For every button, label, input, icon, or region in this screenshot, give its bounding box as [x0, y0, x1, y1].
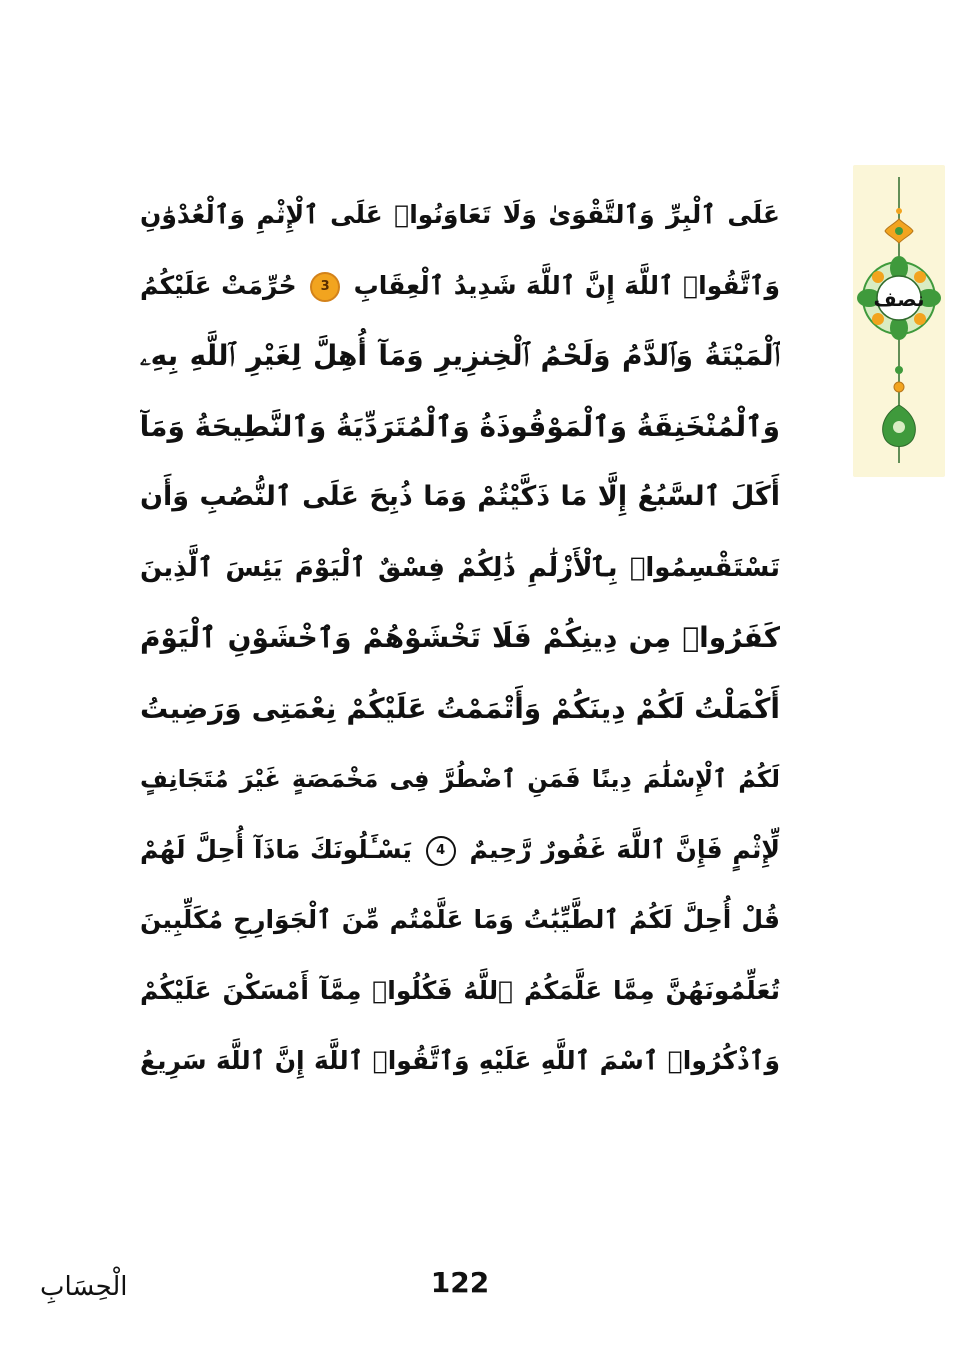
- text-line: [140, 321, 780, 392]
- text-line: [140, 392, 780, 463]
- text-line: [140, 1026, 780, 1097]
- line-text: تُعَلِّمُونَهُنَّ مِمَّا عَلَّمَكُمُ ٱللَّهُ فَكُلُوا۟ مِمَّآ أَمْسَكْنَ عَلَيْكُمْ: [140, 975, 780, 1005]
- text-line: [140, 956, 780, 1027]
- text-line: [140, 885, 780, 956]
- line-text: وَٱلْمُنْخَنِقَةُ وَٱلْمَوْقُوذَةُ وَٱلْمُتَرَدِّيَةُ وَٱلنَّطِيحَةُ وَمَآ: [140, 409, 780, 443]
- text-line: [140, 533, 780, 604]
- line-text: كَفَرُوا۟ مِن دِينِكُمْ فَلَا تَخْشَوْهُمْ وَٱخْشَوْنِ ٱلْيَوْمَ: [140, 621, 780, 654]
- line-text: قُلْ أُحِلَّ لَكُمُ ٱلطَّيِّبَٰتُ وَمَا عَلَّمْتُم مِّنَ ٱلْجَوَارِحِ مُكَلِّبِينَ: [140, 905, 780, 934]
- floral-ornament-icon: [853, 165, 945, 477]
- surah-name-footer: الْحِسَابِ: [40, 1272, 128, 1302]
- page-number: 122: [430, 1266, 490, 1299]
- quran-text-block: [140, 180, 780, 1097]
- text-line: [140, 674, 780, 745]
- line-text: ٱلْمَيْتَةُ وَٱلدَّمُ وَلَحْمُ ٱلْخِنزِيرِ وَمَآ أُهِلَّ لِغَيْرِ ٱللَّهِ بِهِۦ: [140, 339, 780, 372]
- line-text: أَكْمَلْتُ لَكُمْ دِينَكُمْ وَأَتْمَمْتُ عَلَيْكُمْ نِعْمَتِى وَرَضِيتُ: [140, 691, 780, 725]
- line-text: وَٱتَّقُوا۟ ٱللَّهَ إِنَّ ٱللَّهَ شَدِيدُ ٱلْعِقَابِ: [353, 270, 780, 300]
- line-text: لِّإِثْمٍ فَإِنَّ ٱللَّهَ غَفُورٌ رَّحِيمٌ: [469, 834, 780, 864]
- text-line: [140, 603, 780, 674]
- text-line: [140, 251, 780, 322]
- line-text: أَكَلَ ٱلسَّبُعُ إِلَّا مَا ذَكَّيْتُمْ وَمَا ذُبِحَ عَلَى ٱلنُّصُبِ وَأَن: [140, 481, 780, 512]
- hizb-ornament-panel: [853, 165, 945, 477]
- line-text: وَٱذْكُرُوا۟ ٱسْمَ ٱللَّهِ عَلَيْهِ وَٱتَّقُوا۟ ٱللَّهَ إِنَّ ٱللَّهَ سَرِيعُ: [140, 1046, 780, 1075]
- text-line: [140, 744, 780, 815]
- line-text: عَلَى ٱلْبِرِّ وَٱلتَّقْوَىٰ وَلَا تَعَاوَنُوا۟ عَلَى ٱلْإِثْمِ وَٱلْعُدْوَٰنِ: [140, 200, 780, 229]
- line-text: يَسْـَٔلُونَكَ مَاذَآ أُحِلَّ لَهُمْ: [140, 834, 412, 864]
- hizb-half-label: نصف: [873, 287, 925, 311]
- text-line: [140, 815, 780, 886]
- line-text: تَسْتَقْسِمُوا۟ بِٱلْأَزْلَٰمِ ذَٰلِكُمْ فِسْقٌ ٱلْيَوْمَ يَئِسَ ٱلَّذِينَ: [140, 552, 780, 583]
- ayah-number-marker: 3: [310, 272, 340, 302]
- text-line: [140, 180, 780, 251]
- ayah-number-marker: 4: [426, 836, 456, 866]
- line-text: حُرِّمَتْ عَلَيْكُمُ: [140, 270, 297, 300]
- text-line: [140, 462, 780, 533]
- line-text: لَكُمُ ٱلْإِسْلَٰمَ دِينًا فَمَنِ ٱضْطُرَّ فِى مَخْمَصَةٍ غَيْرَ مُتَجَانِفٍ: [140, 765, 780, 793]
